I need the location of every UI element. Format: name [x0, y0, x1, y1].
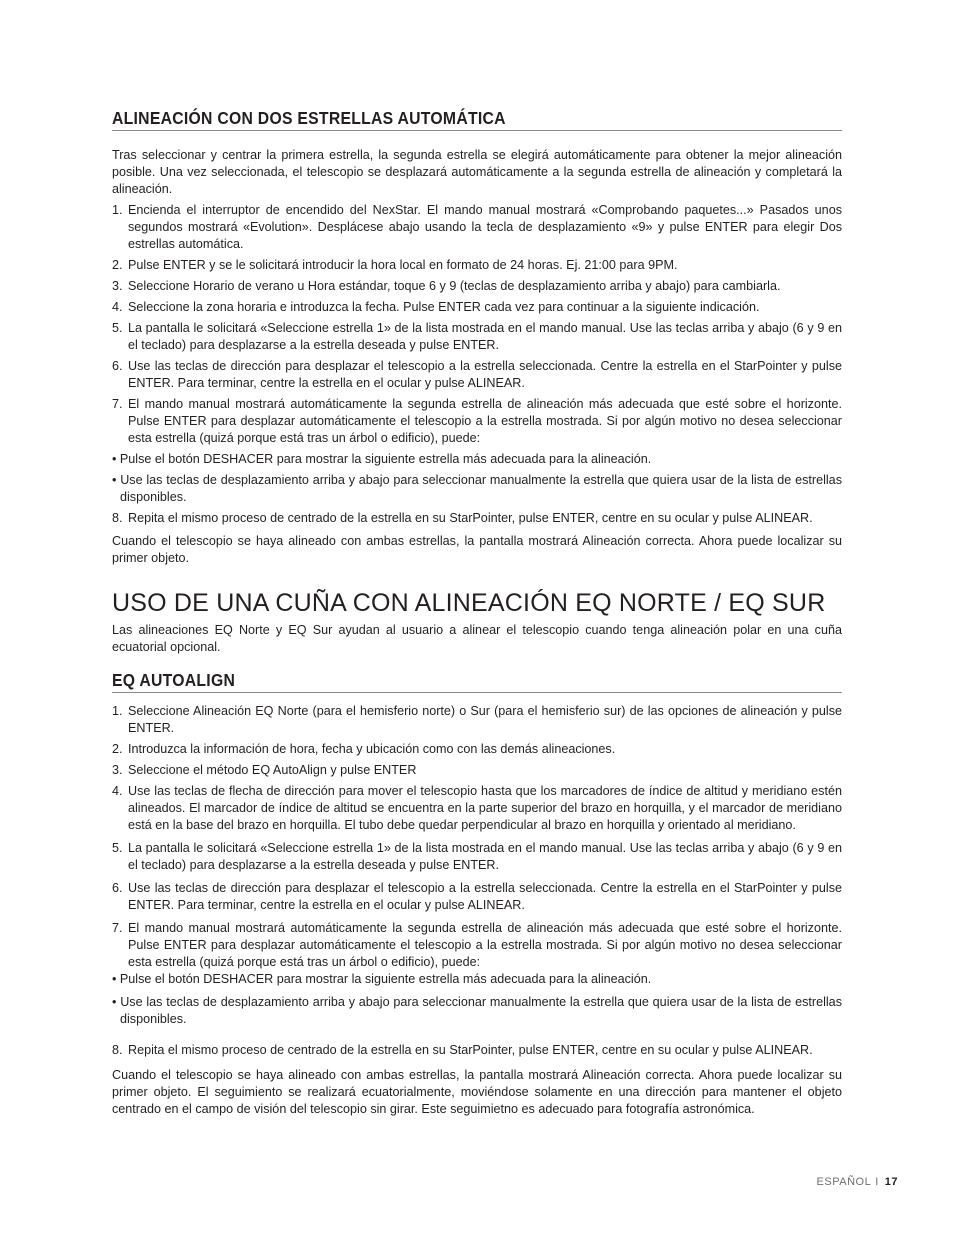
step-item [112, 741, 842, 758]
step-number: 3. [112, 279, 123, 293]
step-text: Pulse ENTER y se le solicitará introducir la hora local en formato de 24 horas. Ej. 21:00 para 9PM. [128, 258, 678, 272]
step-number: 7. [112, 921, 123, 935]
step-item [112, 510, 842, 527]
step-number: 8. [112, 511, 123, 525]
step-item [112, 920, 842, 971]
step-item [112, 358, 842, 392]
bullet-item: • Pulse el botón DESHACER para mostrar la siguiente estrella más adecuada para la alineación. [112, 972, 652, 986]
step-number: 2. [112, 742, 123, 756]
page-number: 17 [884, 1176, 898, 1188]
page-footer [817, 1176, 898, 1188]
step-item [112, 320, 842, 354]
step-text: Encienda el interruptor de encendido del NexStar. El mando manual mostrará «Comprobando paquetes...» Pasados unos segundos mostrará «Evolution». Desplácese abajo usando la tecla de desplazamiento «9» y pulse ENTER para elegir Dos estrellas automática. [128, 203, 842, 251]
step-text: Repita el mismo proceso de centrado de la estrella en su StarPointer, pulse ENTER, centre en su ocular y pulse ALINEAR. [128, 1043, 813, 1057]
bullet-item: • Use las teclas de desplazamiento arriba y abajo para seleccionar manualmente la estrella que quiera usar de la lista de estrellas disponibles. [112, 473, 842, 504]
footer-separator: I [875, 1176, 879, 1188]
heading-rule [112, 130, 842, 131]
step-number: 1. [112, 704, 123, 718]
step-text: Use las teclas de flecha de dirección para mover el telescopio hasta que los marcadores de índice de altitud y meridiano estén alineados. El marcador de índice de altitud se encuentra en la parte superior del brazo en horquilla, y el marcador de meridiano está en la base del brazo en horquilla. El tubo debe quedar perpendicular al brazo en horquilla y orientado al meridiano. [128, 784, 842, 832]
step-text: Seleccione Alineación EQ Norte (para el hemisferio norte) o Sur (para el hemisferio sur) de las opciones de alineación y pulse ENTER. [128, 704, 842, 735]
step-number: 4. [112, 784, 123, 798]
step-item [112, 299, 842, 316]
step-number: 6. [112, 881, 123, 895]
outro-paragraph: Cuando el telescopio se haya alineado con ambas estrellas, la pantalla mostrará Alineación correcta. Ahora puede localizar su primer objeto. El seguimiento se realizará ecuatorialmente, moviéndose solamente en una dirección para mantener el objeto centrado en el campo de visión del telescopio sin girar. Este seguimietno es adecuado para fotografía astronómica. [112, 1068, 842, 1116]
page-title: USO DE UNA CUÑA CON ALINEACIÓN EQ NORTE / EQ SUR [112, 589, 826, 617]
step-item [112, 703, 842, 737]
step-number: 5. [112, 841, 123, 855]
outro-paragraph: Cuando el telescopio se haya alineado con ambas estrellas, la pantalla mostrará Alineación correcta. Ahora puede localizar su primer objeto. [112, 534, 842, 565]
section-eq-wedge [112, 589, 842, 1118]
step-text: Use las teclas de dirección para desplazar el telescopio a la estrella seleccionada. Centre la estrella en el StarPointer y pulse ENTER. Para terminar, centre la estrella en el ocular y pulse ALINEAR. [128, 359, 842, 390]
step-item [112, 257, 842, 274]
step-number: 1. [112, 203, 123, 217]
step-text: El mando manual mostrará automáticamente la segunda estrella de alineación más adecuada que esté sobre el horizonte. Pulse ENTER para desplazar automáticamente el telescopio a la estrella mostrada. Si por algún motivo no desea seleccionar esta estrella (quizá porque está tras un árbol o edificio), puede: [128, 397, 842, 445]
step-text: Repita el mismo proceso de centrado de la estrella en su StarPointer, pulse ENTER, centre en su ocular y pulse ALINEAR. [128, 511, 813, 525]
step-item [112, 762, 842, 779]
step-number: 2. [112, 258, 123, 272]
heading-rule [112, 692, 842, 693]
intro-paragraph: Tras seleccionar y centrar la primera estrella, la segunda estrella se elegirá automáticamente para obtener la mejor alineación posible. Una vez seleccionada, el telescopio se desplazará automáticamente a la segunda estrella de alineación y completará la alineación. [112, 148, 842, 196]
step-text: Seleccione la zona horaria e introduzca la fecha. Pulse ENTER cada vez para continuar a la siguiente indicación. [128, 300, 760, 314]
step-text: Seleccione el método EQ AutoAlign y pulse ENTER [128, 763, 417, 777]
step-item [112, 783, 842, 834]
step-text: La pantalla le solicitará «Seleccione estrella 1» de la lista mostrada en el mando manual. Use las teclas arriba y abajo (6 y 9 en el teclado) para desplazarse a la estrella deseada y pulse ENTER. [128, 321, 842, 352]
step-number: 5. [112, 321, 123, 335]
step-text: Introduzca la información de hora, fecha y ubicación como con las demás alineaciones. [128, 742, 616, 756]
step-number: 4. [112, 300, 123, 314]
bullet-item: • Pulse el botón DESHACER para mostrar la siguiente estrella más adecuada para la alineación. [112, 452, 652, 466]
step-item [112, 840, 842, 874]
steps-list [112, 703, 842, 971]
bullet-item: • Use las teclas de desplazamiento arriba y abajo para seleccionar manualmente la estrella que quiera usar de la lista de estrellas disponibles. [112, 995, 842, 1026]
step-item [112, 396, 842, 447]
steps-list [112, 202, 842, 447]
step-item [112, 1042, 842, 1059]
section-auto-two-star [112, 108, 842, 567]
step-text: Seleccione Horario de verano u Hora estándar, toque 6 y 9 (teclas de desplazamiento arriba y abajo) para cambiarla. [128, 279, 781, 293]
step-number: 6. [112, 359, 123, 373]
intro-paragraph: Las alineaciones EQ Norte y EQ Sur ayudan al usuario a alinear el telescopio cuando tenga alineación polar en una cuña ecuatorial opcional. [112, 623, 842, 654]
step-text: La pantalla le solicitará «Seleccione estrella 1» de la lista mostrada en el mando manual. Use las teclas arriba y abajo (6 y 9 en el teclado) para desplazarse a la estrella deseada y pulse ENTER. [128, 841, 842, 872]
footer-language: ESPAÑOL [816, 1176, 872, 1188]
step-item [112, 202, 842, 253]
step-number: 8. [112, 1043, 123, 1057]
step-text: El mando manual mostrará automáticamente la segunda estrella de alineación más adecuada que esté sobre el horizonte. Pulse ENTER para desplazar automáticamente el telescopio a la estrella mostrada. Si por algún motivo no desea seleccionar esta estrella (quizá porque está tras un árbol o edificio), puede: [128, 921, 842, 969]
step-number: 3. [112, 763, 123, 777]
subsection-heading: EQ AUTOALIGN [112, 670, 236, 690]
step-item [112, 880, 842, 914]
step-text: Use las teclas de dirección para desplazar el telescopio a la estrella seleccionada. Centre la estrella en el StarPointer y pulse ENTER. Para terminar, centre la estrella en el ocular y pulse ALINEAR. [128, 881, 842, 912]
page-content [112, 108, 842, 1122]
section-heading: ALINEACIÓN CON DOS ESTRELLAS AUTOMÁTICA [112, 108, 506, 128]
step-number: 7. [112, 397, 123, 411]
step-item [112, 278, 842, 295]
